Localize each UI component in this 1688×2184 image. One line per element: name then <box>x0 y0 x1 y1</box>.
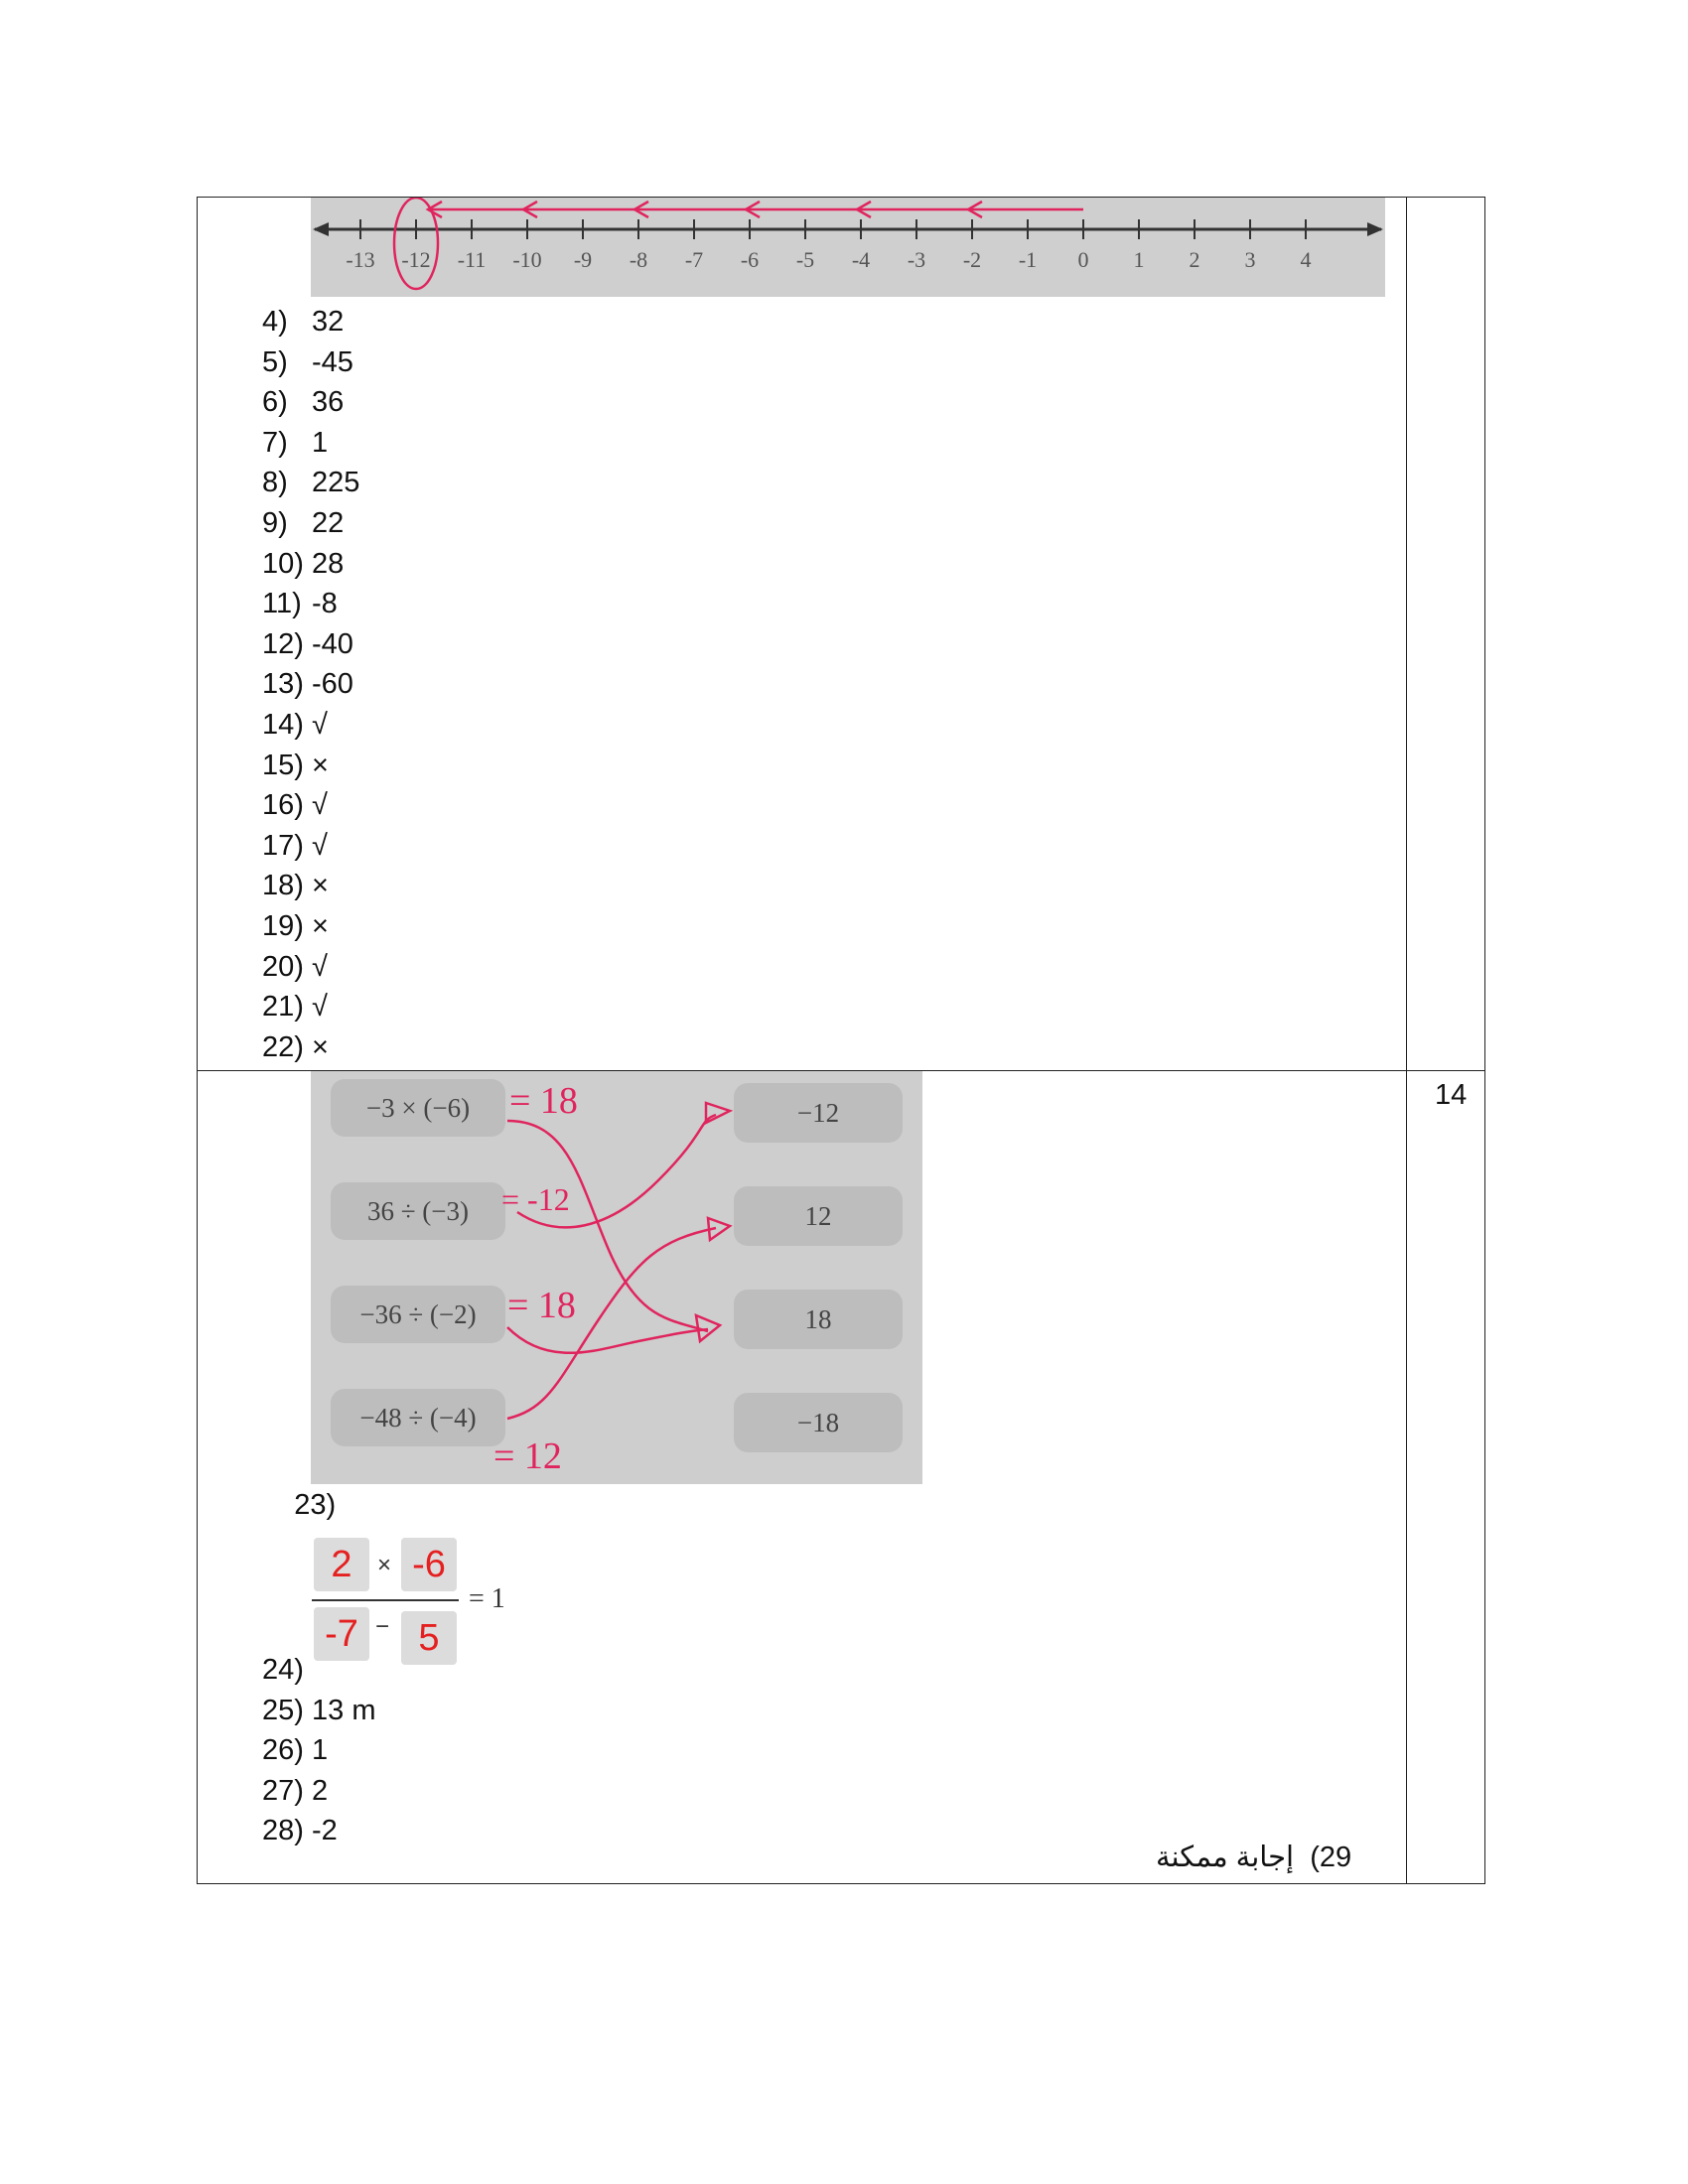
answer-value: 36 <box>312 386 345 419</box>
answer-number: 16) <box>262 789 304 822</box>
answer-table <box>197 197 1485 1884</box>
tick-label: -11 <box>457 247 487 272</box>
answer-number: 28) <box>262 1815 304 1846</box>
tick-label: -8 <box>629 247 648 272</box>
answer-value: 225 <box>312 467 360 499</box>
tick-label: -6 <box>740 247 760 272</box>
answer-number: 25) <box>262 1694 304 1726</box>
answer-value: √ <box>312 991 328 1024</box>
right-value-1: −12 <box>734 1083 903 1143</box>
answer-number: 8) <box>262 467 288 499</box>
answer-29-text: إجابة ممكنة <box>1156 1842 1295 1873</box>
answer-value: × <box>312 870 329 902</box>
fraction-bar <box>312 1599 459 1601</box>
tick-label: -9 <box>573 247 593 272</box>
answer-row <box>262 909 329 943</box>
tick-label: 0 <box>1077 247 1089 272</box>
answer-number: 10) <box>262 547 304 580</box>
answer-number: 20) <box>262 950 304 983</box>
answer-value: √ <box>312 829 328 862</box>
handwritten-result-3: = 18 <box>507 1285 576 1326</box>
answer-value: × <box>312 749 329 781</box>
right-value-2: 12 <box>734 1186 903 1246</box>
answer-row <box>262 466 359 499</box>
answer-row <box>262 305 344 339</box>
answer-value: × <box>312 910 329 942</box>
answer-row <box>262 506 344 540</box>
answer-row <box>262 869 329 902</box>
tick-label: 1 <box>1133 247 1145 272</box>
match-line-3 <box>507 1327 708 1353</box>
tick-label: -7 <box>684 247 704 272</box>
answer-number: 23) <box>294 1489 337 1521</box>
answer-number: 21) <box>262 991 304 1024</box>
answer-value: -40 <box>312 627 353 660</box>
answer-number: 13) <box>262 668 304 701</box>
answer-value: -60 <box>312 668 353 701</box>
answer-row <box>262 950 328 984</box>
answer-number: 17) <box>262 829 304 862</box>
tick-label: 4 <box>1300 247 1312 272</box>
answer-row <box>262 667 353 701</box>
answer-value: √ <box>312 950 328 983</box>
answer-number: 19) <box>262 910 304 942</box>
answer-row <box>262 547 344 581</box>
answer-row <box>262 345 353 379</box>
answer-row <box>262 829 328 863</box>
handwritten-result-2: = -12 <box>501 1181 570 1217</box>
left-expression-2: 36 ÷ (−3) <box>331 1182 505 1240</box>
answer-number: 7) <box>262 426 288 459</box>
numerator-left-cell: 2 <box>314 1538 369 1591</box>
tick-label: -12 <box>401 247 431 272</box>
answer-value: -2 <box>312 1815 338 1846</box>
answer-number: 9) <box>262 507 288 539</box>
answer-row <box>262 990 328 1024</box>
handwritten-result-4: = 12 <box>493 1435 562 1477</box>
answer-number: 26) <box>262 1734 304 1766</box>
matching-exercise-image <box>311 1071 922 1484</box>
matching-annotations <box>311 1071 922 1484</box>
left-expression-4: −48 ÷ (−4) <box>331 1389 505 1446</box>
answer-number: 18) <box>262 870 304 902</box>
tick-label: 2 <box>1189 247 1200 272</box>
denominator-left-cell: -7 <box>314 1607 369 1661</box>
answer-row <box>262 708 328 742</box>
tick-label: -5 <box>795 247 815 272</box>
answer-value: √ <box>312 789 328 822</box>
handwritten-result-1: = 18 <box>509 1080 578 1122</box>
answer-number: 24) <box>262 1654 304 1686</box>
answer-value: -45 <box>312 345 353 378</box>
multiply-operator: × <box>377 1552 392 1578</box>
answer-row <box>262 749 329 782</box>
answer-row <box>262 426 328 460</box>
tick-label: 3 <box>1244 247 1256 272</box>
left-expression-3: −36 ÷ (−2) <box>331 1286 505 1343</box>
tick-label: -1 <box>1018 247 1038 272</box>
left-arrow <box>313 222 329 236</box>
fraction-expression <box>312 1538 530 1673</box>
answer-row <box>262 627 353 661</box>
tick-label: -4 <box>851 247 871 272</box>
answer-number: 4) <box>262 306 288 338</box>
answer-value: × <box>312 1030 329 1063</box>
answer-number: 29) <box>1310 1842 1352 1873</box>
column-divider <box>1406 198 1407 1883</box>
right-value-3: 18 <box>734 1290 903 1349</box>
answer-value: √ <box>312 709 328 741</box>
matching-lines <box>507 1103 730 1419</box>
answer-value: 32 <box>312 306 345 338</box>
right-arrow <box>1367 222 1383 236</box>
tick-label: -13 <box>346 247 375 272</box>
answer-value: 1 <box>312 1734 329 1766</box>
tick-label: -3 <box>907 247 926 272</box>
answer-row <box>262 385 344 419</box>
answer-number: 27) <box>262 1774 304 1807</box>
answer-row <box>262 1653 312 1687</box>
answer-row <box>262 1774 328 1808</box>
answer-29 <box>1156 1840 1351 1874</box>
row-number: 14 <box>1435 1079 1468 1111</box>
minus-operator: − <box>375 1613 390 1640</box>
left-expression-1: −3 × (−6) <box>331 1079 505 1137</box>
right-value-4: −18 <box>734 1393 903 1452</box>
answer-value: 13 m <box>312 1694 376 1726</box>
arrowhead-1 <box>706 1103 730 1123</box>
answer-value: 1 <box>312 426 329 459</box>
tick-label: -2 <box>962 247 982 272</box>
tick-label: -10 <box>512 247 542 272</box>
answer-number: 5) <box>262 345 288 378</box>
answer-value: 2 <box>312 1774 329 1807</box>
answer-row <box>262 1733 328 1767</box>
answer-number: 12) <box>262 627 304 660</box>
fraction-result: = 1 <box>469 1583 505 1614</box>
number-line-svg <box>311 198 1385 297</box>
answer-number: 11) <box>262 588 302 620</box>
answer-row <box>262 587 338 620</box>
answer-number: 6) <box>262 386 288 419</box>
answer-value: 28 <box>312 547 345 580</box>
answer-row <box>262 1814 338 1847</box>
answer-row <box>262 788 328 822</box>
answer-value: 22 <box>312 507 345 539</box>
number-line-image <box>311 198 1385 297</box>
answer-row <box>262 1694 375 1727</box>
answer-number: 22) <box>262 1030 304 1063</box>
answer-number: 15) <box>262 749 304 781</box>
answer-value: -8 <box>312 588 338 620</box>
numerator-right-cell: -6 <box>401 1538 457 1591</box>
answer-number: 14) <box>262 709 304 741</box>
denominator-right-cell: 5 <box>401 1611 457 1665</box>
answer-row <box>262 1030 329 1064</box>
